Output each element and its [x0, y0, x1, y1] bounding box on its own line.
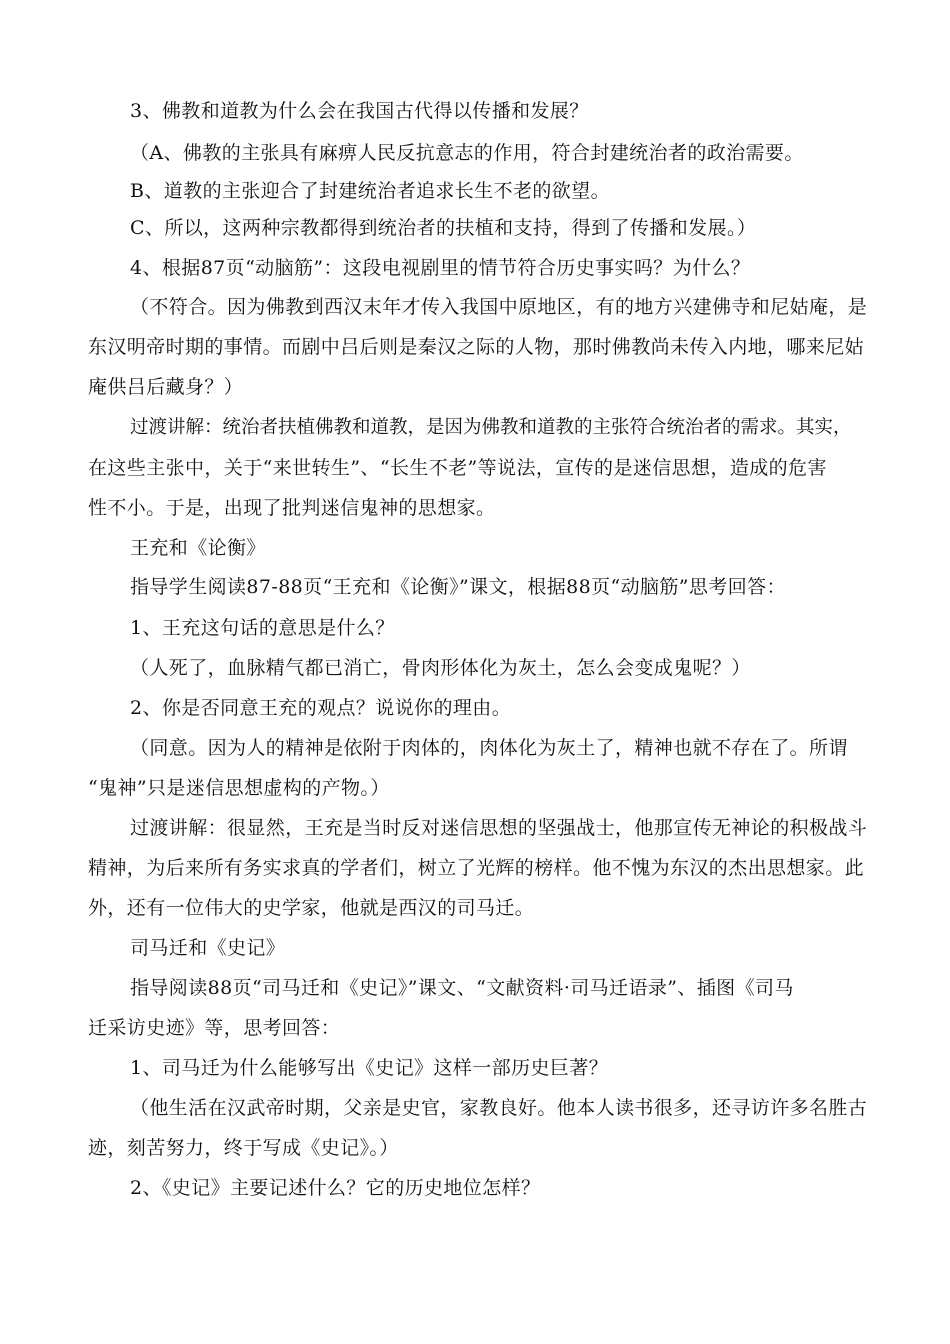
- answer-wangchong-2-line-1: （同意。因为人的精神是依附于肉体的，肉体化为灰土了，精神也就不存在了。所谓: [130, 737, 848, 759]
- question-wangchong-2: 2、你是否同意王充的观点？说说你的理由。: [130, 697, 512, 719]
- answer-4-line-2: 东汉明帝时期的事情。而剧中吕后则是秦汉之际的人物，那时佛教尚未传入内地，哪来尼姑: [88, 336, 865, 358]
- answer-simaqian-1-line-2: 迹，刻苦努力，终于写成《史记》。）: [88, 1137, 399, 1159]
- instruction-simaqian-line-1: 指导阅读88页“司马迁和《史记》”课文、“文献资料·司马迁语录”、插图《司马: [130, 977, 794, 999]
- section-heading-wangchong: 王充和《论衡》: [130, 537, 266, 559]
- answer-3-c: C、所以，这两种宗教都得到统治者的扶植和支持，得到了传播和发展。）: [130, 217, 757, 239]
- answer-4-line-3: 庵供吕后藏身？）: [88, 376, 244, 398]
- instruction-wangchong: 指导学生阅读87-88页“王充和《论衡》”课文，根据88页“动脑筋”思考回答：: [130, 576, 786, 598]
- question-3: 3、佛教和道教为什么会在我国古代得以传播和发展？: [130, 100, 589, 122]
- transition-2-line-2: 精神，为后来所有务实求真的学者们，树立了光辉的榜样。他不愧为东汉的杰出思想家。此: [88, 857, 865, 879]
- answer-3-b: B、道教的主张迎合了封建统治者追求长生不老的欲望。: [130, 180, 610, 202]
- question-4: 4、根据87页“动脑筋”：这段电视剧里的情节符合历史事实吗？为什么？: [130, 257, 751, 279]
- transition-1-line-2: 在这些主张中，关于“来世转生”、“长生不老”等说法，宣传的是迷信思想，造成的危害: [88, 457, 827, 479]
- answer-3-a: （A、佛教的主张具有麻痹人民反抗意志的作用，符合封建统治者的政治需要。: [130, 142, 804, 164]
- transition-2-line-3: 外，还有一位伟大的史学家，他就是西汉的司马迁。: [88, 897, 535, 919]
- question-wangchong-1: 1、王充这句话的意思是什么？: [130, 617, 395, 639]
- question-simaqian-2: 2、《史记》主要记述什么？它的历史地位怎样？: [130, 1177, 541, 1199]
- answer-simaqian-1-line-1: （他生活在汉武帝时期，父亲是史官，家教良好。他本人读书很多，还寻访许多名胜古: [130, 1097, 868, 1119]
- transition-2-line-1: 过渡讲解：很显然，王充是当时反对迷信思想的坚强战士，他那宣传无神论的积极战斗: [130, 817, 868, 839]
- transition-1-line-1: 过渡讲解：统治者扶植佛教和道教，是因为佛教和道教的主张符合统治者的需求。其实，: [130, 417, 852, 438]
- section-heading-simaqian: 司马迁和《史记》: [130, 937, 286, 959]
- answer-wangchong-1: （人死了，血脉精气都已消亡，骨肉形体化为灰土，怎么会变成鬼呢？）: [130, 657, 751, 679]
- instruction-simaqian-line-2: 迁采访史迹》等，思考回答：: [88, 1017, 341, 1039]
- question-simaqian-1: 1、司马迁为什么能够写出《史记》这样一部历史巨著？: [130, 1057, 609, 1079]
- answer-4-line-1: （不符合。因为佛教到西汉末年才传入我国中原地区，有的地方兴建佛寺和尼姑庵，是: [130, 296, 868, 318]
- transition-1-line-3: 性不小。于是，出现了批判迷信鬼神的思想家。: [88, 497, 496, 519]
- answer-wangchong-2-line-2: “鬼神”只是迷信思想虚构的产物。）: [88, 777, 390, 799]
